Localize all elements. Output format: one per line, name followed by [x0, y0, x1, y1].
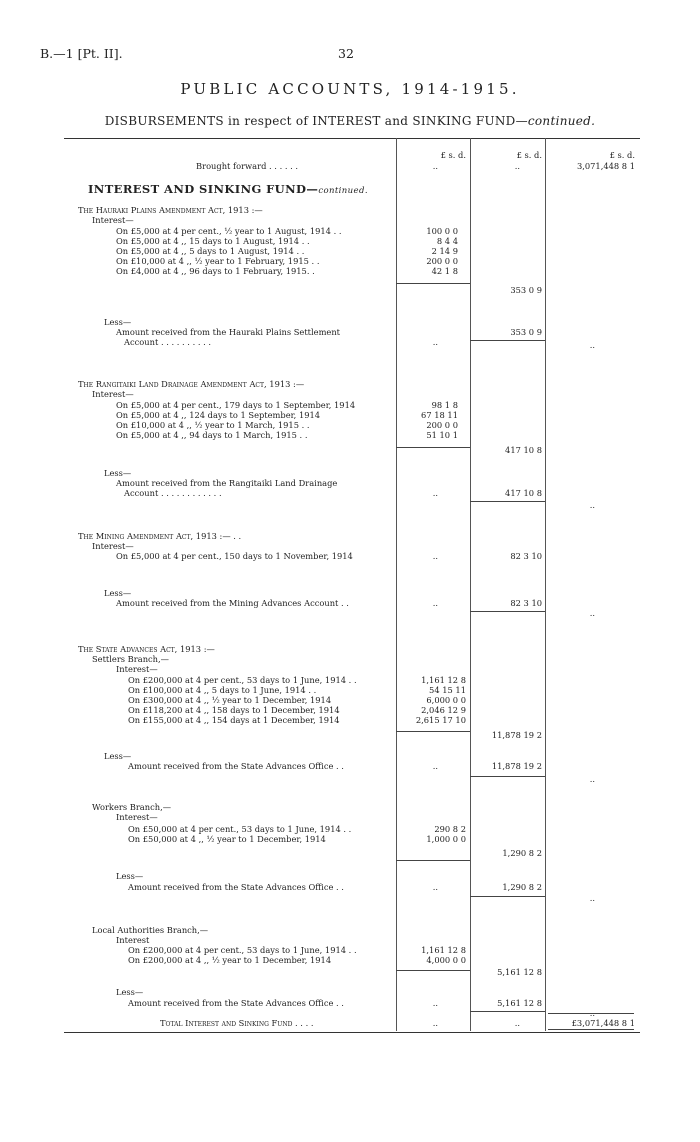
section-heading-main: INTEREST AND SINKING FUND— [88, 182, 319, 196]
grand-total-c1: .. [432, 1018, 438, 1028]
settlers-amount: 1,161 12 8 [421, 675, 466, 685]
rangitaiki-amount: 98 1 8 [431, 400, 458, 410]
local-row: On £200,000 at 4 ,, ½ year to 1 December, 1914 [128, 955, 332, 965]
rangitaiki-row: On £5,000 at 4 ,, 124 days to 1 September, 1914 [116, 410, 321, 420]
hauraki-less-c1: .. [432, 337, 438, 347]
subtitle-main: DISBURSEMENTS in respect of INTEREST and SINKING FUND— [104, 114, 528, 128]
rangitaiki-less-line2: Account . . . . . . . . . . . . [124, 488, 222, 498]
workers-interest-label: Interest— [116, 812, 158, 822]
hauraki-less-rule [470, 340, 545, 341]
local-interest-label: Interest [116, 935, 150, 945]
hauraki-title: The Hauraki Plains Amendment Act, 1913 :— [78, 205, 263, 215]
workers-amount: 290 8 2 [434, 824, 466, 834]
rangitaiki-amount: 67 18 11 [421, 410, 458, 420]
brought-forward-c3: 3,071,448 8 1 [576, 161, 635, 171]
grand-total-rule-top [548, 1013, 634, 1014]
section-heading-continued: continued. [318, 186, 368, 196]
rangitaiki-title: The Rangitaiki Land Drainage Amendment Act, 1913 :— [78, 379, 305, 389]
hauraki-less-line1: Amount received from the Hauraki Plains Settlement [116, 327, 341, 337]
workers-less-line1: Amount received from the State Advances Office . . [128, 882, 344, 892]
rangitaiki-amount: 51 10 1 [426, 430, 458, 440]
rangitaiki-amount: 200 0 0 [426, 420, 458, 430]
hauraki-less-c2: 353 0 9 [510, 327, 542, 337]
settlers-less-c3: .. [589, 774, 595, 784]
grand-total-label: Total Interest and Sinking Fund . . . . [160, 1018, 314, 1028]
grand-total-c2: .. [514, 1018, 520, 1028]
mining-less-label: Less— [104, 588, 132, 598]
settlers-less-label: Less— [104, 751, 132, 761]
hauraki-row: On £5,000 at 4 ,, 15 days to 1 August, 1914 . . [116, 236, 310, 246]
settlers-less-c2: 11,878 19 2 [491, 761, 542, 771]
page-subtitle [0, 114, 700, 128]
hauraki-row: On £5,000 at 4 ,, 5 days to 1 August, 1914 . . [116, 246, 305, 256]
mining-less-c3: .. [589, 608, 595, 618]
column-header-2: £ s. d. [516, 150, 542, 160]
mining-less-line1: Amount received from the Mining Advances Account . . [116, 598, 349, 608]
workers-less-c1: .. [432, 882, 438, 892]
settlers-row: On £118,200 at 4 ,, 158 days to 1 December, 1914 [128, 705, 340, 715]
rangitaiki-less-line1: Amount received from the Rangitaiki Land Drainage [116, 478, 338, 488]
column-rule-2 [470, 138, 471, 1031]
workers-less-label: Less— [116, 871, 144, 881]
hauraki-amount: 200 0 0 [426, 256, 458, 266]
settlers-interest-label: Interest— [116, 664, 158, 674]
workers-amount: 1,000 0 0 [426, 834, 466, 844]
hauraki-less-line2: Account . . . . . . . . . . [124, 337, 212, 347]
workers-less-rule [470, 896, 545, 897]
state-title: The State Advances Act, 1913 :— [78, 644, 215, 654]
settlers-amount: 2,615 17 10 [415, 715, 466, 725]
local-sum-rule [396, 970, 470, 971]
mining-interest-label: Interest— [92, 541, 134, 551]
local-amount: 1,161 12 8 [421, 945, 466, 955]
section-heading [88, 183, 368, 198]
rangitaiki-less-c2: 417 10 8 [505, 488, 542, 498]
column-rule-3 [545, 138, 546, 1031]
mining-title: The Mining Amendment Act, 1913 :— . . [78, 531, 242, 541]
settlers-total: 11,878 19 2 [491, 730, 542, 740]
settlers-row: On £100,000 at 4 ,, 5 days to 1 June, 1914 . . [128, 685, 317, 695]
brought-forward-label: Brought forward . . . . . . [196, 161, 299, 171]
workers-row: On £50,000 at 4 ,, ½ year to 1 December, 1914 [128, 834, 326, 844]
hauraki-amount: 42 1 8 [431, 266, 458, 276]
rangitaiki-interest-label: Interest— [92, 389, 134, 399]
settlers-less-rule [470, 776, 545, 777]
workers-total: 1,290 8 2 [502, 848, 542, 858]
rangitaiki-sum-rule [396, 447, 470, 448]
settlers-amount: 54 15 11 [429, 685, 466, 695]
brought-forward-c2: .. [514, 161, 520, 171]
hauraki-interest-label: Interest— [92, 215, 134, 225]
mining-row-c2: 82 3 10 [510, 551, 542, 561]
local-amount: 4,000 0 0 [426, 955, 466, 965]
grand-total-c3: £3,071,448 8 1 [571, 1018, 635, 1028]
page-title: PUBLIC ACCOUNTS, 1914-1915. [180, 80, 520, 98]
settlers-row: On £300,000 at 4 ,, ½ year to 1 December, 1914 [128, 695, 332, 705]
settlers-row: On £155,000 at 4 ,, 154 days at 1 December, 1914 [128, 715, 340, 725]
workers-less-c2: 1,290 8 2 [502, 882, 542, 892]
hauraki-amount: 100 0 0 [426, 226, 458, 236]
settlers-title: Settlers Branch,— [92, 654, 169, 664]
column-header-3: £ s. d. [609, 150, 635, 160]
local-less-c2: 5,161 12 8 [497, 998, 542, 1008]
mining-row: On £5,000 at 4 per cent., 150 days to 1 November, 1914 [116, 551, 353, 561]
workers-row: On £50,000 at 4 per cent., 53 days to 1 June, 1914 . . [128, 824, 352, 834]
mining-less-c2: 82 3 10 [510, 598, 542, 608]
rangitaiki-row: On £10,000 at 4 ,, ½ year to 1 March, 1915 . . [116, 420, 310, 430]
page-number: 32 [338, 46, 354, 61]
hauraki-sum-rule [396, 283, 470, 284]
hauraki-less-label: Less— [104, 317, 132, 327]
hauraki-amount: 2 14 9 [431, 246, 458, 256]
rangitaiki-less-c1: .. [432, 488, 438, 498]
settlers-sum-rule [396, 731, 470, 732]
rangitaiki-row: On £5,000 at 4 ,, 94 days to 1 March, 1915 . . [116, 430, 308, 440]
rangitaiki-total: 417 10 8 [505, 445, 542, 455]
subtitle-continued: continued. [527, 114, 596, 128]
workers-less-c3: .. [589, 893, 595, 903]
rangitaiki-less-rule [470, 501, 545, 502]
settlers-amount: 6,000 0 0 [426, 695, 466, 705]
mining-less-rule [470, 611, 545, 612]
local-less-rule [470, 1011, 545, 1012]
rangitaiki-less-label: Less— [104, 468, 132, 478]
local-total: 5,161 12 8 [497, 967, 542, 977]
settlers-amount: 2,046 12 9 [421, 705, 466, 715]
hauraki-less-c3: .. [589, 340, 595, 350]
column-rule-1 [396, 138, 397, 1031]
workers-sum-rule [396, 860, 470, 861]
hauraki-amount: 8 4 4 [436, 236, 458, 246]
column-header-1: £ s. d. [440, 150, 466, 160]
local-row: On £200,000 at 4 per cent., 53 days to 1 June, 1914 . . [128, 945, 357, 955]
mining-row-c1: .. [432, 551, 438, 561]
mining-less-c1: .. [432, 598, 438, 608]
local-less-c3: .. [589, 1008, 595, 1018]
local-title: Local Authorities Branch,— [92, 925, 209, 935]
local-less-line1: Amount received from the State Advances Office . . [128, 998, 344, 1008]
brought-forward-c1: .. [432, 161, 438, 171]
settlers-less-line1: Amount received from the State Advances Office . . [128, 761, 344, 771]
local-less-c1: .. [432, 998, 438, 1008]
settlers-row: On £200,000 at 4 per cent., 53 days to 1 June, 1914 . . [128, 675, 357, 685]
grand-total-rule-bottom [548, 1029, 634, 1030]
rangitaiki-row: On £5,000 at 4 per cent., 179 days to 1 September, 1914 [116, 400, 356, 410]
hauraki-row: On £10,000 at 4 ,, ½ year to 1 February, 1915 . . [116, 256, 320, 266]
hauraki-row: On £4,000 at 4 ,, 96 days to 1 February, 1915. . [116, 266, 315, 276]
hauraki-total: 353 0 9 [510, 285, 542, 295]
rangitaiki-less-c3: .. [589, 500, 595, 510]
settlers-less-c1: .. [432, 761, 438, 771]
hauraki-row: On £5,000 at 4 per cent., ½ year to 1 August, 1914 . . [116, 226, 342, 236]
document-reference: B.—1 [Pt. II]. [40, 46, 123, 61]
workers-title: Workers Branch,— [92, 802, 172, 812]
local-less-label: Less— [116, 987, 144, 997]
